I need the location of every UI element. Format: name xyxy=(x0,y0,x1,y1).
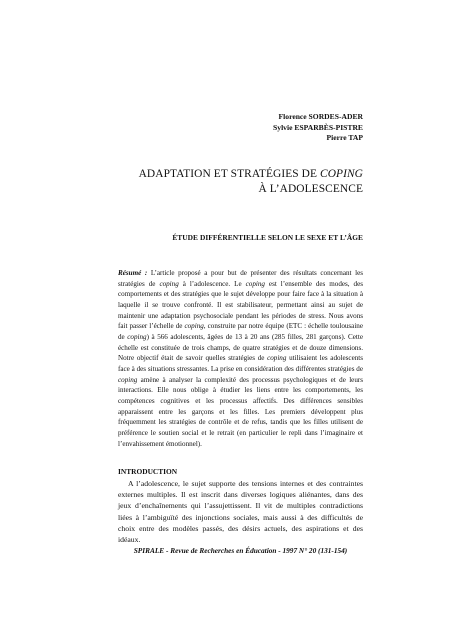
abstract-label: Résumé : xyxy=(118,269,148,277)
author-name: Sylvie ESPARBÈS-PISTRE xyxy=(273,122,363,132)
journal-footer: SPIRALE - Revue de Recherches en Éducation - 1997 N° 20 (131-154) xyxy=(133,546,348,555)
article-subtitle: ÉTUDE DIFFÉRENTIELLE SELON LE SEXE ET L’ÂGE xyxy=(172,233,363,242)
author-list xyxy=(273,112,363,144)
author-name: Pierre TAP xyxy=(326,133,363,143)
section-heading: INTRODUCTION xyxy=(118,467,178,476)
author-name: Florence SORDES-ADER xyxy=(278,112,363,121)
article-title xyxy=(139,167,363,196)
abstract: Résumé : L’article proposé a pour but de présenter des résultats concernant les stratégies de coping à l’adolescence. Le coping est l’ensemble des modes, des comportements et des stratégies que le sujet développe pour faire face à la situation à laquelle il se trouve confronté. Il est stabilisateur, permettant ainsi au sujet de maintenir une adaptation psychosociale pendant les périodes de stress. Nous avons fait passer l’échelle de coping, construite par notre équipe (ETC : échelle toulousaine de coping) à 566 adolescents, âgées de 13 à 20 ans (285 filles, 281 garçons). Cette échelle est constituée de trois champs, de quatre stratégies et de douze dimensions. Notre objectif était de savoir quelles stratégies de coping utilisaient les adolescents face à des situations stressantes. La prise en considération des différentes stratégies de coping amène à analyser la complexité des processus psychologiques et de leurs interactions. Elle nous oblige à étudier les liens entre les comportements, les compétences cognitives et les processus affectifs. Des différences sensibles apparaissent entre les garçons et les filles. Les premiers développent plus fréquemment les stratégies de contrôle et de refus, tandis que les filles utilisent de préférence le soutien social et le retrait (en particulier le repli dans l’imaginaire et l’envahissement émotionnel). xyxy=(118,269,364,448)
intro-paragraph: A l’adolescence, le sujet supporte des tensions internes et des contraintes externes multiples. Il est inscrit dans diverses logiques aliénantes, dans des jeux d’enchaînements qui l’assujettissent. Il vit de multiples contradictions liées à l’ambiguïté des injonctions sociales, mais aussi à des difficultés de choix entre des modèles passés, des désirs actuels, des aspirations et des idéaux. xyxy=(118,479,363,545)
title-line-1: ADAPTATION ET STRATÉGIES DE COPING xyxy=(138,168,363,180)
title-line-2: À L’ADOLESCENCE xyxy=(258,182,363,195)
